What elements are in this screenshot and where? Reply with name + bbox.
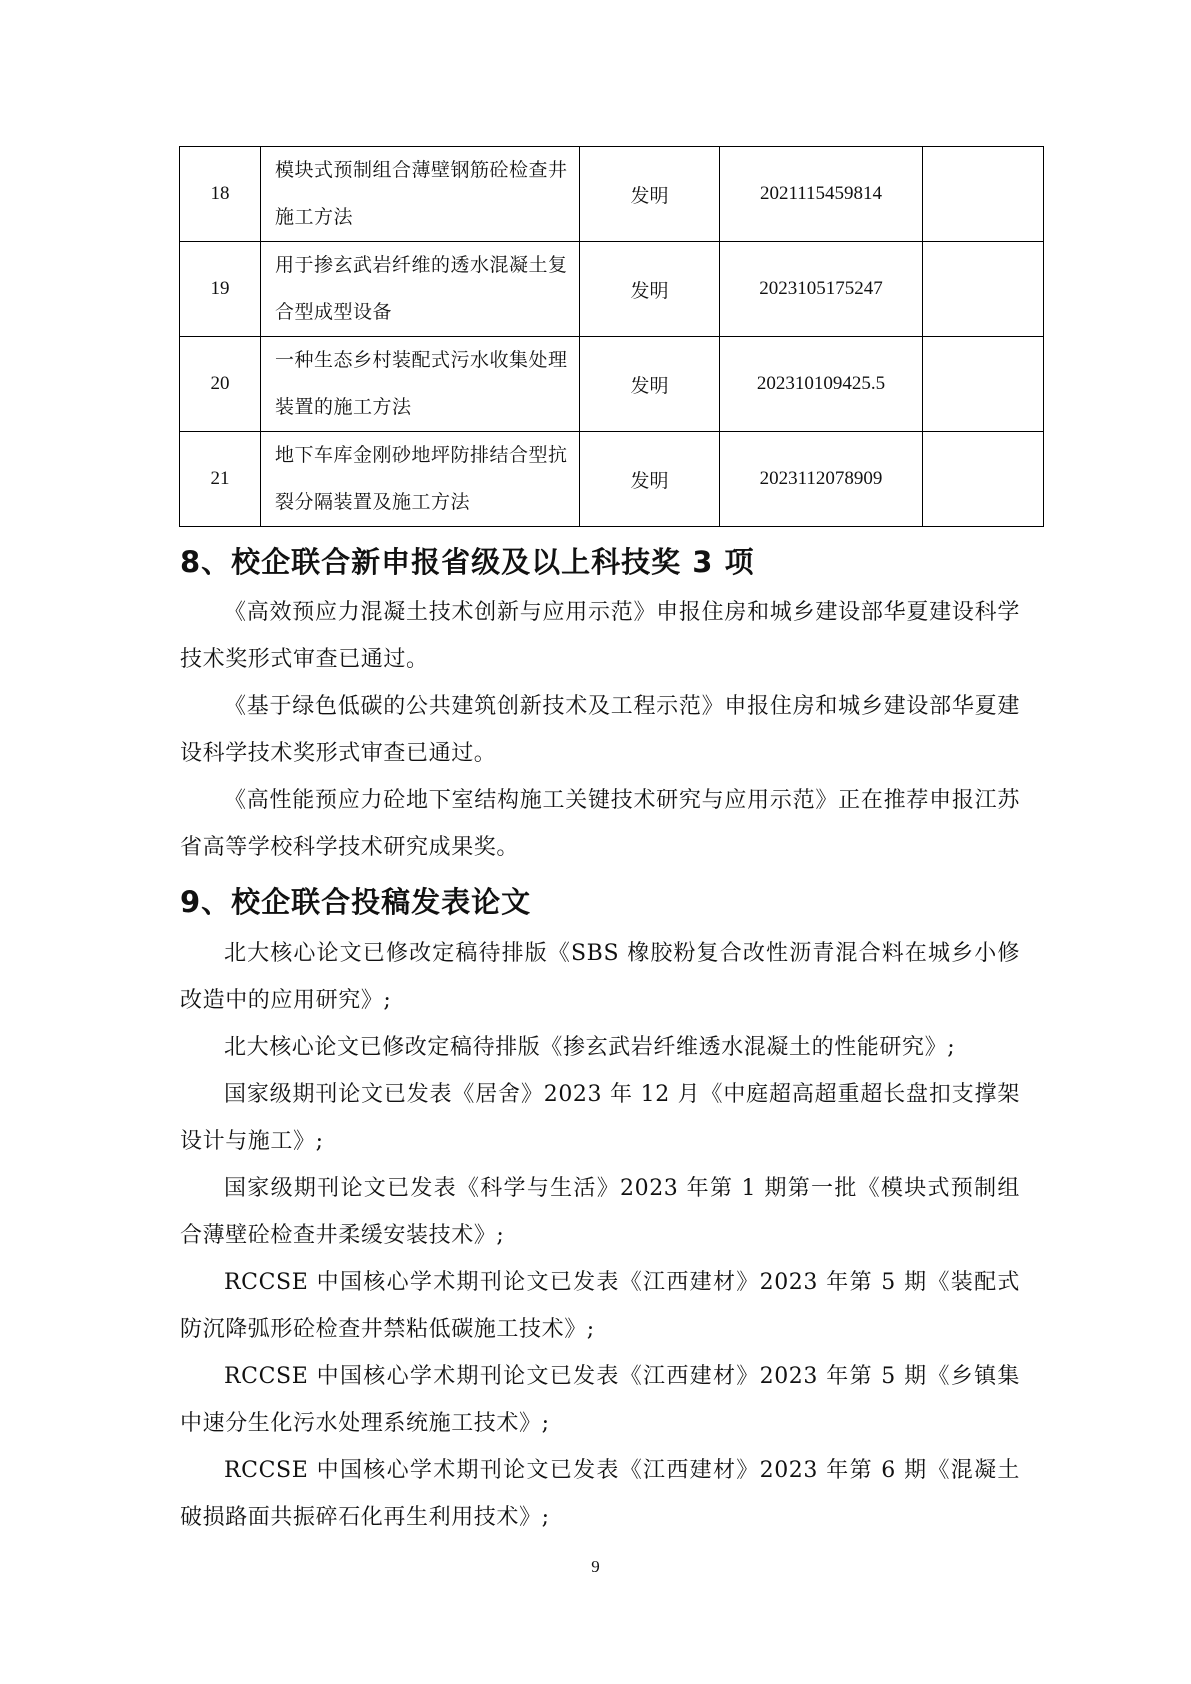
patent-note (923, 242, 1044, 337)
patent-number: 2023105175247 (720, 242, 923, 337)
section-9-heading: 9、校企联合投稿发表论文 (180, 885, 532, 919)
patent-note (923, 337, 1044, 432)
patent-name: 模块式预制组合薄壁钢筋砼检查井施工方法 (261, 147, 580, 242)
patent-note (923, 147, 1044, 242)
patent-number: 2023112078909 (720, 432, 923, 527)
patent-table (179, 146, 1044, 527)
section-8-paragraph: 《高性能预应力砼地下室结构施工关键技术研究与应用示范》正在推荐申报江苏省高等学校科学技术研究成果奖。 (180, 788, 1020, 860)
section-9-paragraph: RCCSE 中国核心学术期刊论文已发表《江西建材》2023 年第 5 期《乡镇集中速分生化污水处理系统施工技术》; (180, 1364, 1020, 1436)
patent-type: 发明 (580, 337, 720, 432)
row-number: 20 (180, 337, 261, 432)
patent-type: 发明 (580, 432, 720, 527)
table-row (180, 242, 1044, 337)
patent-name: 用于掺玄武岩纤维的透水混凝土复合型成型设备 (261, 242, 580, 337)
patent-type: 发明 (580, 147, 720, 242)
section-8-paragraph: 《高效预应力混凝土技术创新与应用示范》申报住房和城乡建设部华夏建设科学技术奖形式审查已通过。 (180, 600, 1020, 672)
section-9-paragraph: 国家级期刊论文已发表《科学与生活》2023 年第 1 期第一批《模块式预制组合薄壁砼检查井柔缓安装技术》; (180, 1176, 1020, 1248)
patent-type: 发明 (580, 242, 720, 337)
patent-number: 202310109425.5 (720, 337, 923, 432)
patent-number: 2021115459814 (720, 147, 923, 242)
section-9-paragraph: 北大核心论文已修改定稿待排版《SBS 橡胶粉复合改性沥青混合料在城乡小修改造中的应用研究》; (180, 941, 1020, 1013)
section-9-paragraph: 国家级期刊论文已发表《居舍》2023 年 12 月《中庭超高超重超长盘扣支撑架设计与施工》; (180, 1082, 1020, 1154)
section-9-paragraph: RCCSE 中国核心学术期刊论文已发表《江西建材》2023 年第 5 期《装配式防沉降弧形砼检查井禁粘低碳施工技术》; (180, 1270, 1020, 1342)
table-row (180, 147, 1044, 242)
section-8-paragraph: 《基于绿色低碳的公共建筑创新技术及工程示范》申报住房和城乡建设部华夏建设科学技术奖形式审查已通过。 (180, 694, 1020, 766)
patent-name: 地下车库金刚砂地坪防排结合型抗裂分隔装置及施工方法 (261, 432, 580, 527)
table-row (180, 432, 1044, 527)
section-9-paragraph: RCCSE 中国核心学术期刊论文已发表《江西建材》2023 年第 6 期《混凝土破损路面共振碎石化再生利用技术》; (180, 1458, 1020, 1530)
section-9-paragraph: 北大核心论文已修改定稿待排版《掺玄武岩纤维透水混凝土的性能研究》; (224, 1035, 956, 1060)
table-row (180, 337, 1044, 432)
patent-name: 一种生态乡村装配式污水收集处理装置的施工方法 (261, 337, 580, 432)
patent-note (923, 432, 1044, 527)
page-number: 9 (591, 1557, 600, 1576)
row-number: 19 (180, 242, 261, 337)
row-number: 18 (180, 147, 261, 242)
section-8-heading: 8、校企联合新申报省级及以上科技奖 3 项 (180, 545, 755, 579)
row-number: 21 (180, 432, 261, 527)
